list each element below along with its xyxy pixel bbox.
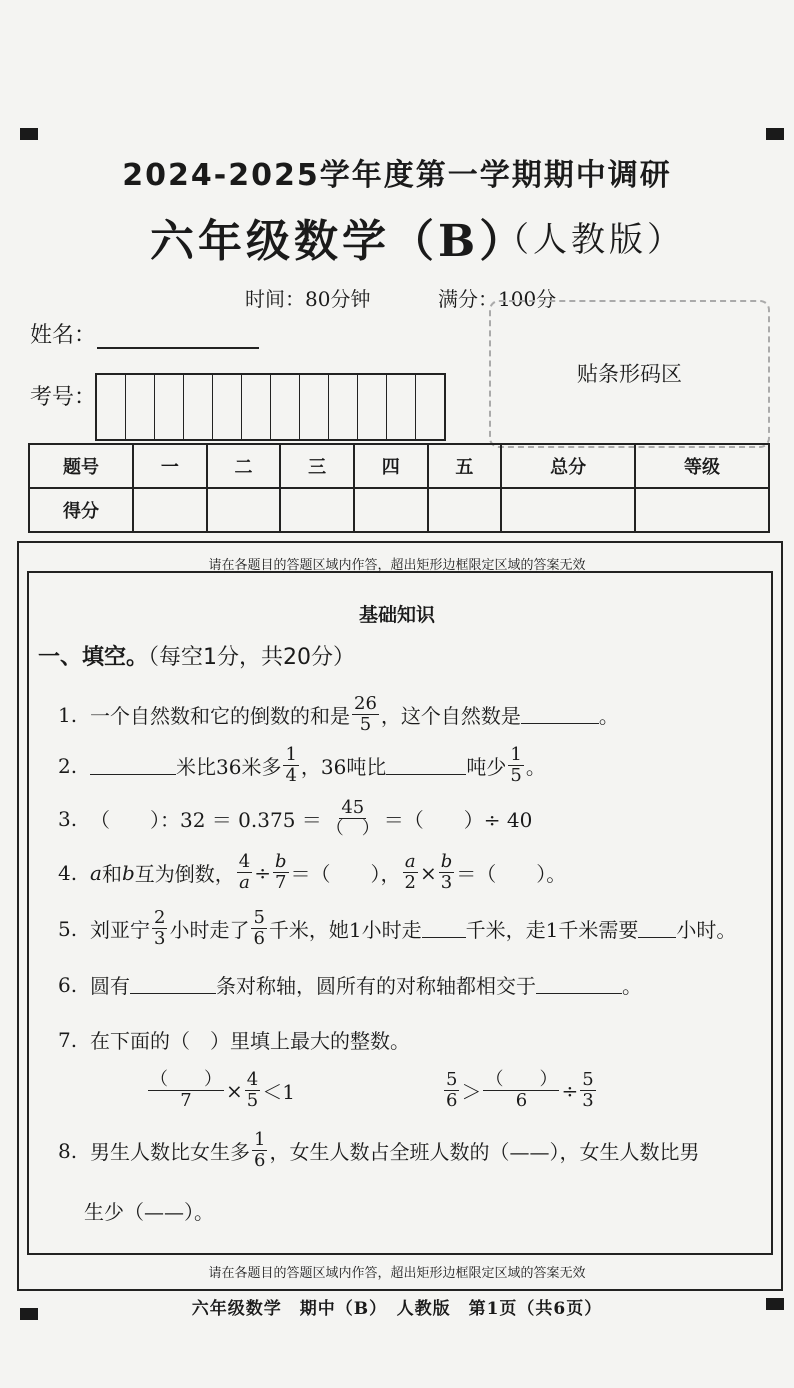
table-header: 等级 (635, 444, 769, 488)
question-1: 1. 一个自然数和它的倒数的和是 $\frac{26}{5}$ ，这个自然数是 。 (58, 693, 619, 735)
registration-mark (766, 128, 784, 140)
name-label: 姓名： (30, 323, 97, 348)
score-cell[interactable] (428, 488, 502, 532)
score-cell[interactable] (280, 488, 354, 532)
section-title: 基础知识 (358, 604, 435, 626)
question-7: 7. 在下面的（ ）里填上最大的整数。 (58, 1027, 410, 1053)
question-7-right-inequality: $\frac{5}{6}$ ＞ $\frac{( )}{6}$ ÷ $\frac{5}{3}$ (446, 1069, 594, 1111)
full-score: 满分：100分 (438, 287, 557, 311)
answer-blank[interactable] (386, 756, 466, 775)
question-6: 6. 圆有 条对称轴，圆所有的对称轴都相交于 。 (58, 972, 642, 998)
score-cell[interactable] (133, 488, 207, 532)
exam-id-boxes[interactable] (95, 373, 446, 441)
score-cell[interactable] (635, 488, 769, 532)
subject-title: 六年级数学（B） (150, 216, 528, 267)
score-table-score-row (29, 488, 769, 532)
edition-label: （人教版） (495, 220, 685, 260)
answer-blank[interactable] (638, 919, 676, 938)
score-cell[interactable] (501, 488, 635, 532)
question-8-continued: 生少（——）。 (84, 1200, 214, 1224)
id-label: 考号： (30, 385, 97, 410)
table-header: 四 (354, 444, 428, 488)
name-field[interactable] (97, 347, 259, 349)
answer-blank[interactable] (521, 705, 599, 724)
table-header: 五 (428, 444, 502, 488)
part-title: 一、填空。（每空1分，共20分） (38, 645, 356, 670)
barcode-area (489, 300, 770, 448)
question-2: 2. 米比36米多 $\frac{1}{4}$ ，36吨比 吨少 $\frac{1}{5}$ 。 (58, 744, 546, 786)
score-cell[interactable] (354, 488, 428, 532)
table-header: 三 (280, 444, 354, 488)
answer-blank[interactable] (422, 919, 466, 938)
exam-time: 时间：80分钟 (245, 287, 371, 311)
question-4: 4. a 和 b 互为倒数， $\frac{4}{a}$ ÷ $\frac{b}{7}$ ＝（ ）， $\frac{a}{2}$ × $\frac{b}{3}$ ＝（ ）。 (58, 851, 567, 893)
notice-bottom: 请在各题目的答题区域内作答，超出矩形边框限定区域的答案无效 (208, 1266, 586, 1281)
notice-top: 请在各题目的答题区域内作答，超出矩形边框限定区域的答案无效 (208, 558, 586, 573)
question-3: 3. （ ）：32 ＝ 0.375 ＝ $\frac{45}{( )}$ ＝（ ）÷ 40 (58, 797, 533, 839)
question-5: 5. 刘亚宁 $\frac{2}{3}$ 小时走了 $\frac{5}{6}$ 千米，她1小时走 千米，走1千米需要 小时。 (58, 907, 737, 949)
exam-title: 2024-2025学年度第一学期期中调研 (122, 158, 672, 193)
table-header: 题号 (29, 444, 133, 488)
table-header: 二 (207, 444, 281, 488)
table-header: 一 (133, 444, 207, 488)
answer-blank[interactable] (536, 975, 622, 994)
score-table-header-row (29, 444, 769, 488)
row-label: 得分 (29, 488, 133, 532)
score-table (28, 443, 770, 533)
answer-blank[interactable] (90, 756, 176, 775)
page-footer: 六年级数学 期中（B） 人教版 第1页（共6页） (191, 1299, 603, 1319)
question-7-left-inequality: $\frac{( )}{7}$ × $\frac{4}{5}$ ＜1 (150, 1069, 295, 1111)
answer-blank[interactable] (130, 975, 216, 994)
table-header: 总分 (501, 444, 635, 488)
score-cell[interactable] (207, 488, 281, 532)
part-note: （每空1分，共20分） (148, 645, 356, 670)
barcode-label: 贴条形码区 (577, 362, 682, 386)
registration-mark (20, 128, 38, 140)
question-8: 8. 男生人数比女生多 $\frac{1}{6}$ ，女生人数占全班人数的（——），女生人数比男 (58, 1129, 700, 1171)
